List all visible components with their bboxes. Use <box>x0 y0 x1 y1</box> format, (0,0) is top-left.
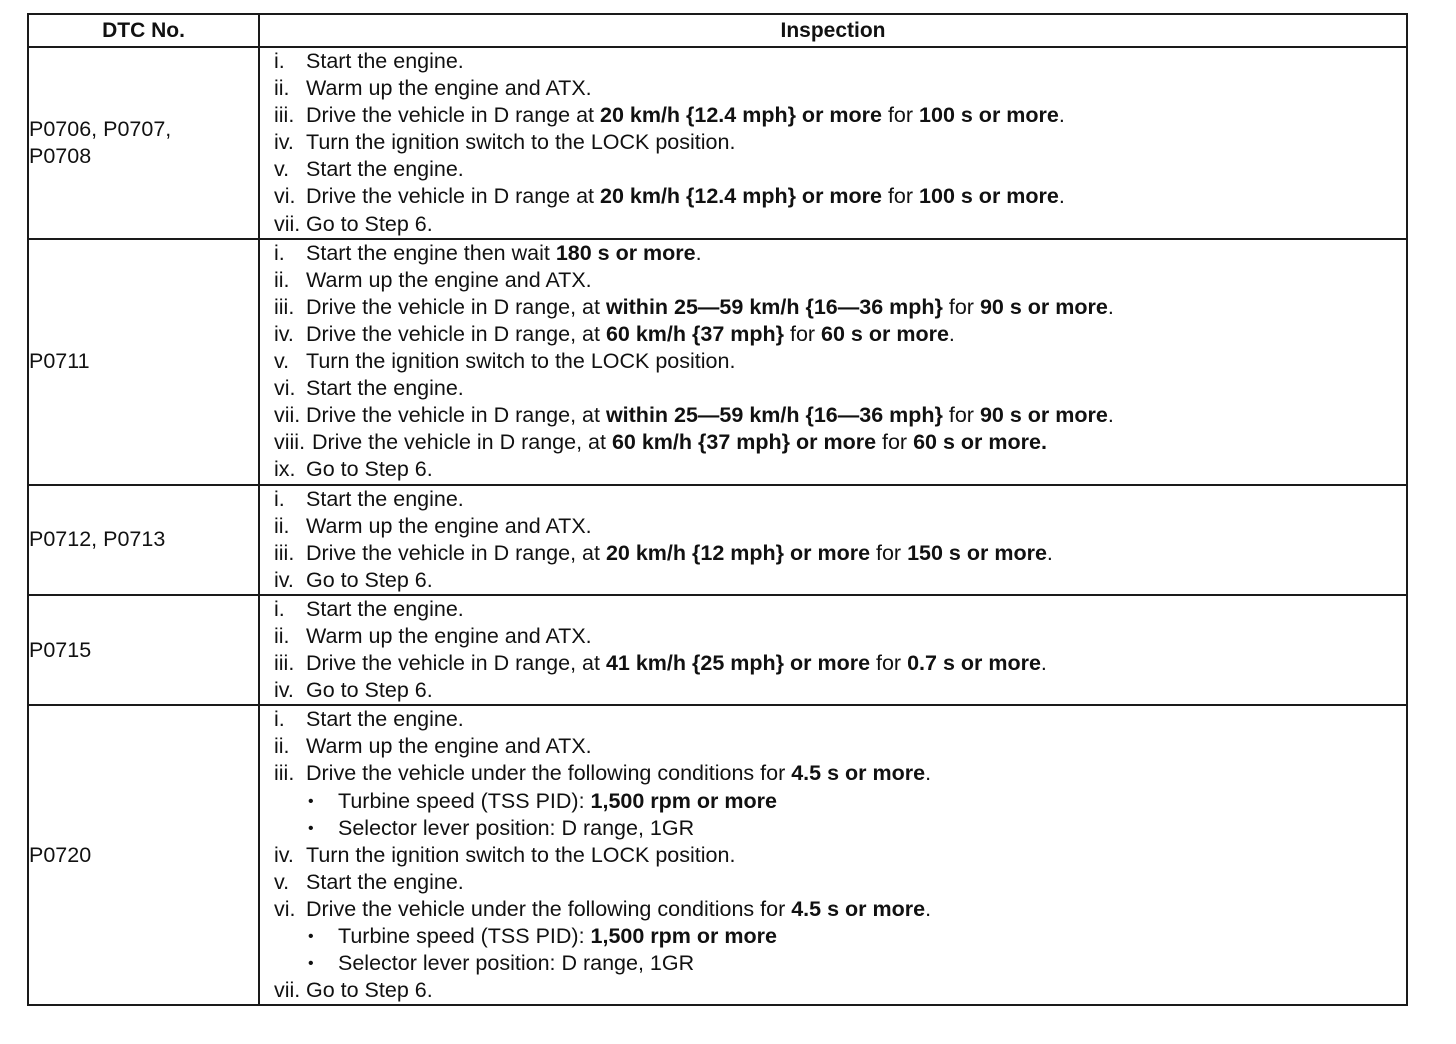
table-row <box>28 485 1407 595</box>
inspection-cell <box>259 705 1407 1005</box>
step-text-bold: 20 km/h {12 mph} or more <box>605 540 871 565</box>
step-text <box>306 348 735 375</box>
step-text-segment: . <box>1058 103 1065 128</box>
step-text-segment: . <box>1107 294 1114 319</box>
step-text-segment: Selector lever position: D range, 1GR <box>338 815 695 840</box>
inspection-step <box>260 540 1406 567</box>
step-text <box>306 896 931 923</box>
step-text-bold: 100 s or more <box>919 103 1059 128</box>
dtc-cell <box>28 47 259 239</box>
inspection-step <box>260 650 1406 677</box>
inspection-step <box>260 977 1406 1004</box>
step-text-bold: 60 s or more. <box>913 430 1047 455</box>
dtc-cell <box>28 239 259 485</box>
step-text-segment: Turbine speed (TSS PID): <box>338 924 591 948</box>
table-row <box>28 595 1407 705</box>
step-text-segment: Warm up the engine and ATX. <box>306 513 592 538</box>
step-number: vi. <box>274 376 296 401</box>
inspection-step <box>260 129 1406 156</box>
step-number: vi. <box>274 184 296 209</box>
inspection-step <box>260 48 1406 75</box>
step-number: iii. <box>274 651 295 676</box>
table-row <box>28 239 1407 485</box>
step-number: i. <box>274 240 285 265</box>
step-text <box>306 540 1053 567</box>
step-text <box>306 677 433 704</box>
step-text <box>306 486 464 513</box>
step-text-segment: Start the engine. <box>306 486 464 511</box>
inspection-step <box>260 896 1406 923</box>
inspection-step <box>260 567 1406 594</box>
step-text-segment: Drive the vehicle in D range, at <box>312 430 612 455</box>
inspection-step <box>260 240 1406 267</box>
step-text-segment: . <box>925 896 932 921</box>
bullet-icon: • <box>308 819 314 837</box>
inspection-step <box>260 677 1406 704</box>
step-text-segment: Go to Step 6. <box>306 678 433 703</box>
step-number: iv. <box>274 321 294 346</box>
step-text <box>306 760 931 787</box>
step-text-segment: Go to Step 6. <box>306 211 433 236</box>
step-text <box>306 321 955 348</box>
inspection-step <box>260 760 1406 787</box>
step-text <box>306 211 433 238</box>
step-text-segment: Turn the ignition switch to the LOCK position. <box>306 349 736 374</box>
step-text-segment: Start the engine. <box>306 596 464 621</box>
dtc-code: P0720 <box>29 842 92 867</box>
inspection-step <box>260 513 1406 540</box>
step-text-segment: for <box>942 403 980 428</box>
step-text <box>306 596 464 623</box>
step-text-segment: Drive the vehicle under the following conditions for <box>306 761 792 786</box>
step-text-bold: 150 s or more <box>907 540 1047 565</box>
step-text-segment: Drive the vehicle in D range, at <box>306 651 606 676</box>
step-text-segment: Drive the vehicle in D range at <box>306 184 600 209</box>
step-text-segment: for <box>881 103 920 128</box>
condition-item <box>260 815 1406 842</box>
step-number: iii. <box>274 103 295 128</box>
step-text <box>306 456 433 483</box>
inspection-step <box>260 375 1406 402</box>
step-number: iv. <box>274 567 294 592</box>
dtc-inspection-table <box>27 13 1408 1006</box>
condition-item <box>260 923 1406 950</box>
step-number: iv. <box>274 678 294 703</box>
inspection-step <box>260 156 1406 183</box>
step-text-segment: Go to Step 6. <box>306 567 433 592</box>
inspection-step <box>260 623 1406 650</box>
inspection-cell <box>259 47 1407 239</box>
step-number: vii. <box>274 211 301 236</box>
step-number: iii. <box>274 761 295 786</box>
step-text-segment: Start the engine. <box>306 157 464 182</box>
step-number: iii. <box>274 540 295 565</box>
table-row <box>28 705 1407 1005</box>
step-number: ii. <box>274 513 290 538</box>
step-text-bold: 4.5 s or more <box>791 896 926 921</box>
step-text-segment: . <box>925 761 932 786</box>
inspection-step <box>260 348 1406 375</box>
step-text-segment: Drive the vehicle in D range at <box>306 103 600 128</box>
step-text-segment: . <box>1107 403 1114 428</box>
step-number: ii. <box>274 267 290 292</box>
step-text <box>306 977 433 1004</box>
step-text-bold: 100 s or more <box>919 184 1059 209</box>
step-number: ii. <box>274 734 290 759</box>
inspection-cell <box>259 485 1407 595</box>
inspection-step <box>260 294 1406 321</box>
table-row <box>28 47 1407 239</box>
dtc-code: P0708 <box>29 143 92 168</box>
step-number: vii. <box>274 403 301 428</box>
dtc-cell <box>28 705 259 1005</box>
step-text-segment: . <box>948 321 955 346</box>
bullet-icon: • <box>308 792 314 810</box>
step-number: vii. <box>274 978 301 1003</box>
step-text-bold: 0.7 s or more <box>907 651 1041 676</box>
step-number: iv. <box>274 842 294 867</box>
step-text <box>338 950 694 977</box>
inspection-column-header: Inspection <box>259 14 1407 47</box>
dtc-code: P0711 <box>29 349 90 374</box>
step-number: i. <box>274 49 285 73</box>
step-text <box>306 513 592 540</box>
step-text-segment: for <box>881 184 920 209</box>
inspection-step <box>260 211 1406 238</box>
step-text-segment: Start the engine. <box>306 707 464 732</box>
step-number: iv. <box>274 130 294 155</box>
inspection-step <box>260 842 1406 869</box>
dtc-code: P0712, P0713 <box>29 527 166 552</box>
step-number: i. <box>274 596 285 621</box>
step-number: v. <box>274 349 290 374</box>
step-text-segment: Warm up the engine and ATX. <box>306 267 592 292</box>
table-body <box>28 47 1407 1005</box>
step-text-bold: 90 s or more <box>979 403 1108 428</box>
step-text-segment: . <box>1058 184 1065 209</box>
step-text <box>306 294 1114 321</box>
step-text-segment: Go to Step 6. <box>306 978 433 1003</box>
step-text <box>306 706 464 733</box>
step-text <box>306 623 592 650</box>
step-text <box>306 48 464 75</box>
dtc-code: P0715 <box>29 637 92 662</box>
step-text-segment: Drive the vehicle in D range, at <box>306 403 606 428</box>
step-number: viii. <box>274 430 306 455</box>
step-text-segment: for <box>870 540 908 565</box>
step-text-segment: Turbine speed (TSS PID): <box>338 788 591 813</box>
dtc-column-header: DTC No. <box>28 14 259 47</box>
step-text-segment: . <box>1046 540 1053 565</box>
step-text-segment: Warm up the engine and ATX. <box>306 734 592 759</box>
inspection-step <box>260 102 1406 129</box>
bullet-icon: • <box>308 928 314 945</box>
step-text-segment: Go to Step 6. <box>306 457 433 482</box>
dtc-code: P0706, P0707, <box>29 116 172 141</box>
inspection-step <box>260 183 1406 210</box>
step-text-segment: Start the engine then wait <box>306 240 556 265</box>
step-text-bold: 20 km/h {12.4 mph} or more <box>599 103 882 128</box>
inspection-step <box>260 429 1406 456</box>
step-text-segment: for <box>876 430 914 455</box>
inspection-step <box>260 402 1406 429</box>
step-text-bold: 1,500 rpm or more <box>590 788 777 813</box>
step-text-segment: Drive the vehicle in D range, at <box>306 321 606 346</box>
step-text <box>306 567 433 594</box>
inspection-step <box>260 733 1406 760</box>
step-text <box>306 733 592 760</box>
step-text <box>338 815 694 842</box>
dtc-cell <box>28 485 259 595</box>
step-text-segment: Turn the ignition switch to the LOCK position. <box>306 130 736 155</box>
step-text-segment: Warm up the engine and ATX. <box>306 623 592 648</box>
step-text <box>306 156 464 183</box>
step-text <box>306 842 735 869</box>
step-text-bold: 60 km/h {37 mph} or more <box>611 430 877 455</box>
step-number: ii. <box>274 623 290 648</box>
step-text-segment: Start the engine. <box>306 869 464 894</box>
step-number: i. <box>274 707 285 732</box>
bullet-icon: • <box>308 955 314 973</box>
step-text-segment: Warm up the engine and ATX. <box>306 76 592 101</box>
inspection-step <box>260 486 1406 513</box>
step-text-segment: for <box>942 294 980 319</box>
step-text-segment: Start the engine. <box>306 376 464 401</box>
step-text-bold: 180 s or more <box>555 240 696 265</box>
step-text <box>306 129 735 156</box>
inspection-step <box>260 456 1406 483</box>
condition-item <box>260 950 1406 977</box>
step-text-bold: 60 s or more <box>821 321 949 346</box>
step-text-segment: Selector lever position: D range, 1GR <box>338 951 695 976</box>
table-header-row <box>28 14 1407 47</box>
step-text-segment: . <box>1040 651 1047 676</box>
inspection-step <box>260 267 1406 294</box>
step-text <box>306 75 592 102</box>
step-text <box>306 869 464 896</box>
step-text-segment: Turn the ignition switch to the LOCK position. <box>306 842 736 867</box>
step-text <box>306 240 702 267</box>
step-number: ii. <box>274 76 290 101</box>
step-text-bold: 1,500 rpm or more <box>590 924 777 948</box>
step-text-bold: within 25—59 km/h {16—36 mph} <box>605 294 943 319</box>
step-text-bold: 60 km/h {37 mph} <box>605 321 784 346</box>
inspection-step <box>260 596 1406 623</box>
step-text-segment: Start the engine. <box>306 49 464 73</box>
dtc-cell <box>28 595 259 705</box>
step-text <box>306 402 1114 429</box>
step-text-segment: . <box>695 240 702 265</box>
step-number: v. <box>274 157 290 182</box>
step-text-segment: for <box>870 651 908 676</box>
step-text <box>306 102 1065 129</box>
inspection-cell <box>259 595 1407 705</box>
step-text <box>338 923 777 950</box>
inspection-step <box>260 75 1406 102</box>
inspection-step <box>260 869 1406 896</box>
condition-item <box>260 788 1406 815</box>
step-text-segment: Drive the vehicle in D range, at <box>306 294 606 319</box>
step-text <box>306 650 1047 677</box>
inspection-step <box>260 706 1406 733</box>
step-text-bold: 20 km/h {12.4 mph} or more <box>599 184 882 209</box>
step-number: iii. <box>274 294 295 319</box>
step-text-bold: within 25—59 km/h {16—36 mph} <box>605 403 943 428</box>
step-text-segment: Drive the vehicle in D range, at <box>306 540 606 565</box>
step-text <box>338 788 777 815</box>
inspection-cell <box>259 239 1407 485</box>
step-text-bold: 41 km/h {25 mph} or more <box>605 651 871 676</box>
step-text-segment: for <box>784 321 822 346</box>
step-text <box>306 183 1065 210</box>
step-text <box>306 267 592 294</box>
step-number: vi. <box>274 896 296 921</box>
step-number: ix. <box>274 457 296 482</box>
step-text-bold: 90 s or more <box>979 294 1108 319</box>
step-text <box>312 429 1047 456</box>
step-number: v. <box>274 869 290 894</box>
step-text-segment: Drive the vehicle under the following conditions for <box>306 896 792 921</box>
step-number: i. <box>274 486 285 511</box>
step-text <box>306 375 464 402</box>
inspection-step <box>260 321 1406 348</box>
step-text-bold: 4.5 s or more <box>791 761 926 786</box>
